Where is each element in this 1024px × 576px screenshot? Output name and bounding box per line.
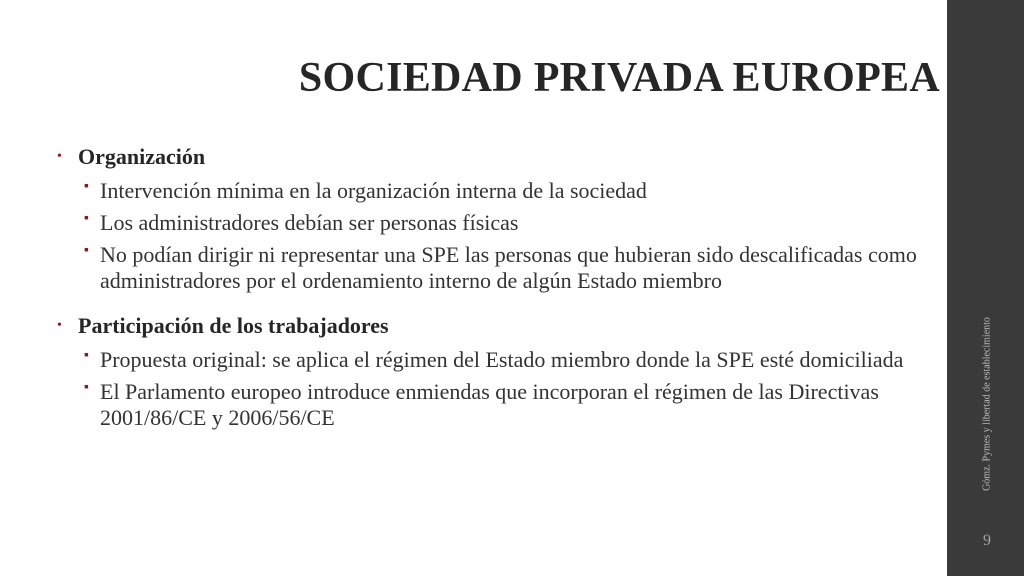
heading-text: Participación de los trabajadores — [78, 313, 389, 338]
item-text: Los administradores debían ser personas físicas — [100, 210, 519, 235]
item-text: Intervención mínima en la organización interna de la sociedad — [100, 178, 647, 203]
bullet-item — [57, 242, 937, 294]
section-organizacion — [57, 141, 937, 294]
slide-content — [57, 141, 937, 447]
bullet-icon: • — [57, 149, 62, 164]
bullet-icon: ▪ — [84, 348, 89, 363]
bullet-item — [57, 379, 937, 431]
item-text: Propuesta original: se aplica el régimen del Estado miembro donde la SPE esté domiciliada — [100, 347, 904, 372]
page-number: 9 — [983, 532, 991, 549]
bullet-item — [57, 210, 937, 236]
slide-title: SOCIEDAD PRIVADA EUROPEA — [298, 55, 940, 101]
section-participacion — [57, 310, 937, 431]
bullet-icon: ▪ — [84, 380, 89, 395]
bullet-item — [57, 178, 937, 204]
bullet-icon: ▪ — [84, 243, 89, 258]
bullet-heading — [57, 141, 937, 172]
heading-text: Organización — [78, 144, 206, 169]
footer-text: Gómz. Pymes y libertad de establecimiento — [981, 317, 993, 491]
item-text: El Parlamento europeo introduce enmiendas que incorporan el régimen de las Directivas 2001/86/CE y 2006/56/CE — [100, 379, 879, 430]
bullet-item — [57, 347, 937, 373]
bullet-icon: ▪ — [84, 179, 89, 194]
bullet-icon: ▪ — [84, 211, 89, 226]
bullet-icon: • — [57, 318, 62, 333]
item-text: No podían dirigir ni representar una SPE las personas que hubieran sido descalificadas como administradores por el ordenamiento interno de algún Estado miembro — [100, 242, 917, 293]
bullet-heading — [57, 310, 937, 341]
